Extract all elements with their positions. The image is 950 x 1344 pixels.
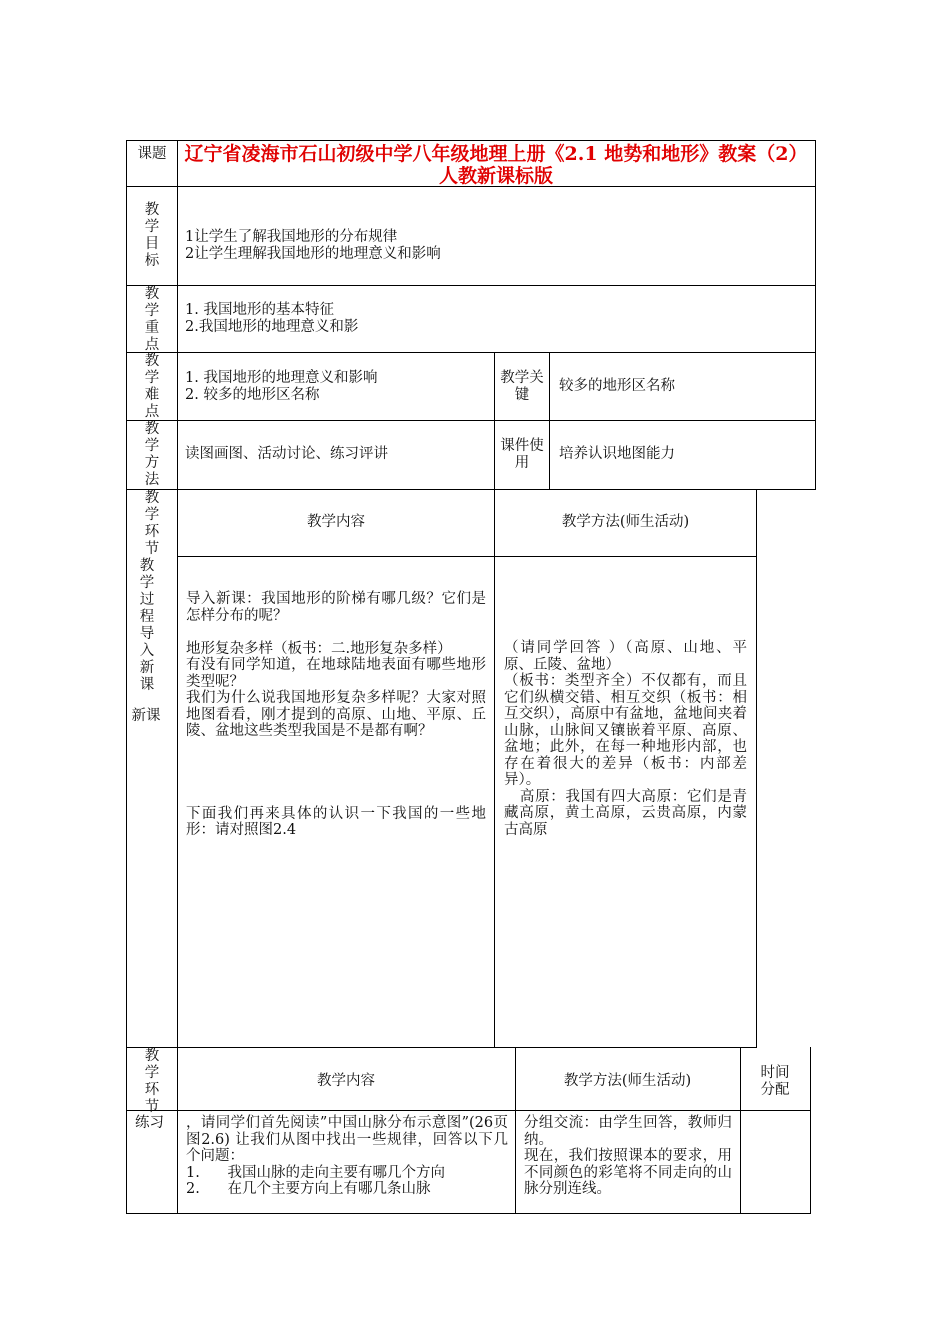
table-border	[126, 1213, 810, 1214]
practice-method: 分组交流：由学生回答，教师归纳。 现在，我们按照课本的要求，用不同颜色的彩笔将不同走向的山脉分别连线。	[524, 1115, 732, 1197]
page-title: 辽宁省凌海市石山初级中学八年级地理上册《2.1 地势和地形》教案（2） 人教新课标版	[184, 143, 808, 187]
courseware-label: 课件使用	[500, 438, 544, 471]
table-border	[177, 140, 178, 1048]
content-header: 教学内容	[307, 514, 365, 530]
process-content: 导入新课：我国地形的阶梯有哪几级？它们是怎样分布的呢？ 地形复杂多样（板书：二.地形复杂多样） 有没有同学知道，在地球陆地表面有哪些地形类型呢？ 我们为什么说我国地形复杂多样呢？大家对照地图看看，刚才提到的高原、山地、平原、丘陵、盆地这些类型我国是不是都有啊？ 下面我们再来具体的认识一下我国的一些地形：请对照图2.4	[186, 591, 486, 838]
key-points-label: 教学重点	[144, 286, 160, 353]
difficulties-label: 教学难点	[144, 353, 160, 420]
process-stage-label: 教学环节	[144, 490, 160, 557]
table-border	[756, 489, 757, 1048]
table2-method-header: 教学方法(师生活动)	[563, 1073, 692, 1089]
new-lesson-label: 新课	[131, 708, 161, 724]
method-header: 教学方法(师生活动)	[561, 514, 690, 530]
key-points-text: 1. 我国地形的基本特征 2.我国地形的地理意义和影	[185, 302, 359, 335]
process-method: （请同学回答 ）（高原、山地、平原、丘陵、盆地） （板书：类型齐全）不仅都有，而且它们纵横交错、相互交织（板书：相互交织），高原中有盆地，盆地间夹着山脉，山脉间又镶嵌着平原、高原、盆地；此外，在每一种地形内部，也存在着很大的差异（板书：内部差异）。 高原：我国有四大高原：它们是青藏高原，黄土高原，云贵高原，内蒙古高原	[504, 640, 748, 838]
practice-label: 练习	[135, 1115, 164, 1131]
table-border	[126, 1047, 757, 1048]
key-label: 教学关键	[500, 370, 544, 403]
objectives-text: 1让学生了解我国地形的分布规律 2让学生理解我国地形的地理意义和影响	[185, 229, 441, 262]
methods-text: 读图画图、活动讨论、练习评讲	[185, 446, 388, 462]
table-border	[126, 420, 816, 421]
difficulties-text: 1. 我国地形的地理意义和影响 2. 较多的地形区名称	[185, 370, 378, 403]
table-border	[549, 352, 550, 490]
table-border	[740, 1047, 741, 1214]
table-border	[494, 352, 495, 1048]
courseware-text: 培养认识地图能力	[559, 446, 675, 462]
objectives-label: 教学目标	[144, 202, 160, 269]
table-border	[126, 140, 127, 1048]
table-border	[126, 1047, 127, 1214]
table-border	[177, 1047, 178, 1214]
table-border	[126, 140, 816, 141]
time-header: 时间分配	[760, 1065, 790, 1098]
table2-stage-label: 教学环节	[144, 1048, 160, 1115]
practice-content: ，请同学们首先阅读”中国山脉分布示意图”(26页图2.6) 让我们从图中找出一些规律，回答以下几个问题： 1. 我国山脉的走向主要有哪几个方向 2. 在几个主要方向上有哪几条山脉	[186, 1115, 508, 1197]
table-border	[126, 1110, 810, 1111]
table-border	[810, 1047, 811, 1214]
topic-label: 课题	[137, 146, 167, 162]
table-border	[126, 489, 816, 490]
table-border	[126, 285, 816, 286]
table-border	[815, 140, 816, 490]
table-border	[126, 352, 816, 353]
process-label: 教学过程导入新课	[139, 558, 155, 693]
methods-label: 教学方法	[144, 421, 160, 488]
table-border	[515, 1047, 516, 1214]
table2-content-header: 教学内容	[317, 1073, 375, 1089]
table-border	[177, 556, 757, 557]
key-text: 较多的地形区名称	[559, 378, 675, 394]
